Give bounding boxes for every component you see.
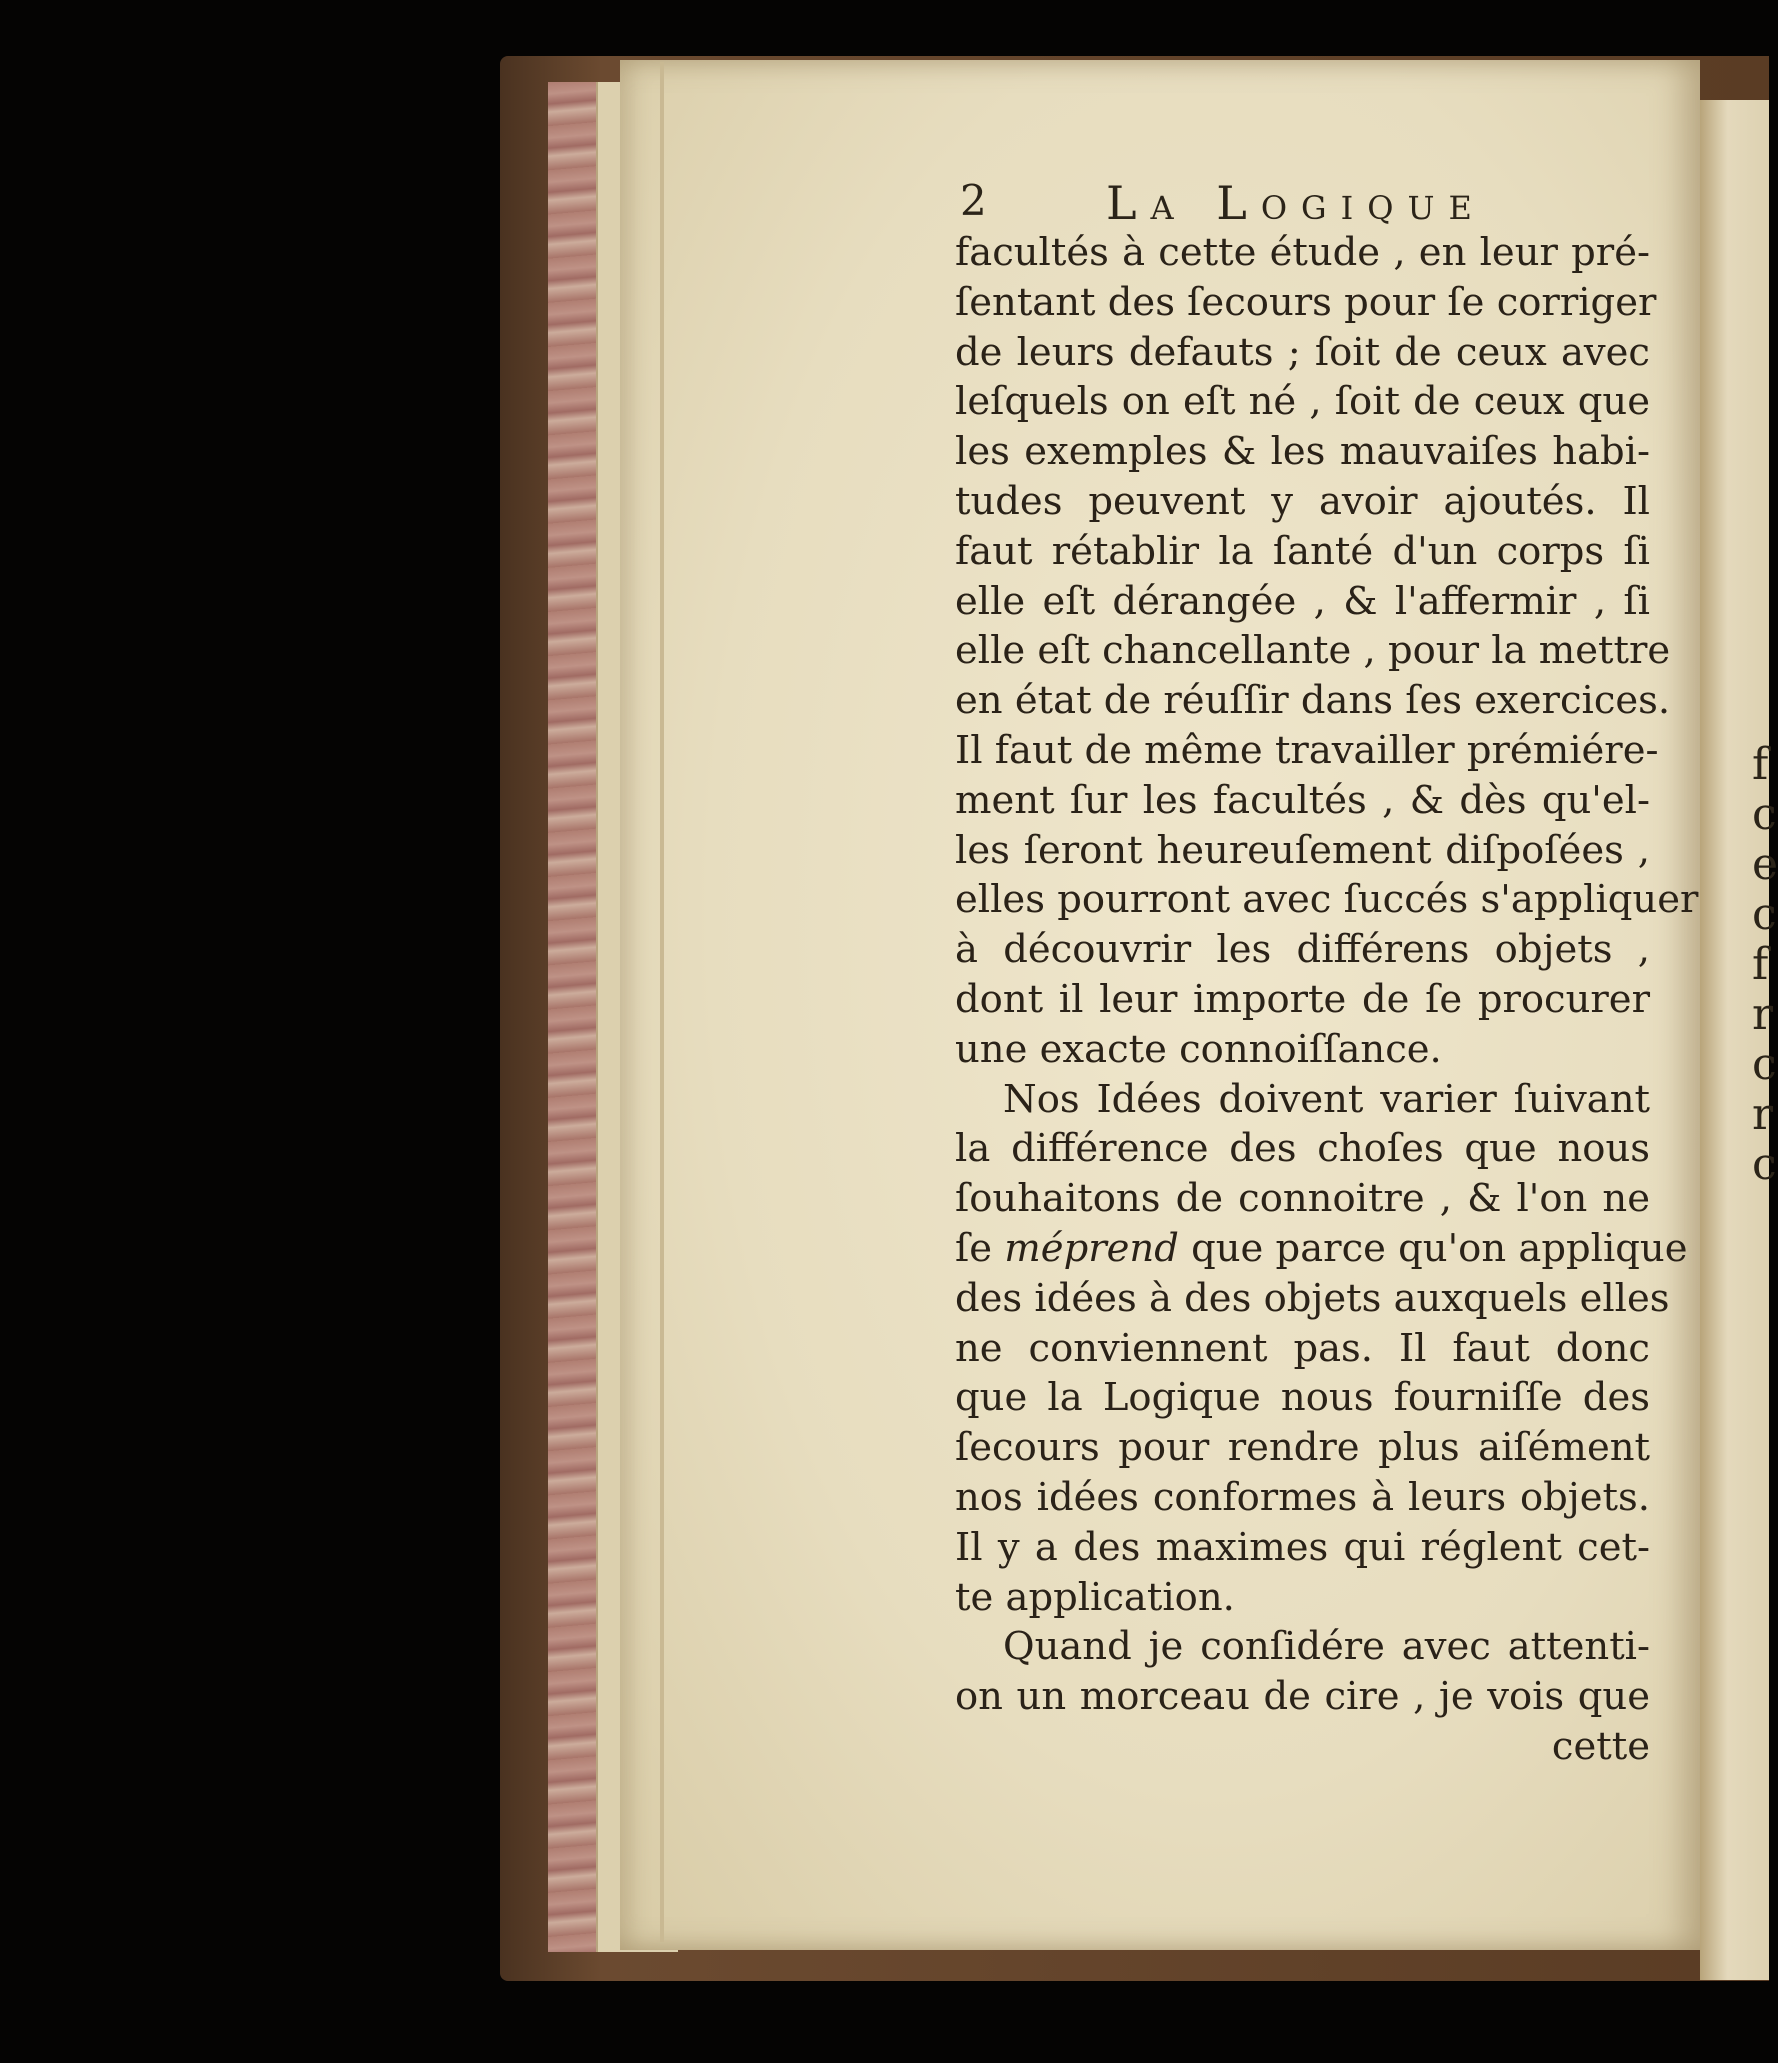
- text-line: facultés à cette étude , en leur pré-: [955, 230, 1650, 275]
- paragraph-start-line: Quand je conſidére avec attenti-: [1003, 1624, 1650, 1670]
- text-line: tudes peuvent y avoir ajoutés. Il: [955, 478, 1650, 524]
- text-fragment: que parce qu'on applique: [1178, 1225, 1688, 1271]
- marbled-page-edge: [548, 82, 598, 1952]
- running-head: La Logique: [1106, 176, 1486, 230]
- text-line: te application.: [955, 1574, 1235, 1620]
- text-line: Il faut de même travailler prémiére-: [955, 727, 1659, 773]
- text-line: les ſeront heureuſement diſpoſées ,: [955, 827, 1650, 873]
- text-line: des idées à des objets auxquels elles: [955, 1275, 1670, 1321]
- right-fragment: f: [1752, 939, 1769, 990]
- text-line: elles pourront avec ſuccés s'appliquer: [955, 877, 1699, 923]
- text-line: de leurs defauts ; ſoit de ceux avec: [955, 329, 1650, 375]
- text-line: ſentant des ſecours pour ſe corriger: [955, 279, 1657, 325]
- paragraph-start-line: Nos Idées doivent varier ſuivant: [1003, 1076, 1650, 1122]
- text-line: on un morceau de cire , je vois que: [955, 1674, 1650, 1720]
- page-header: [960, 176, 1520, 230]
- text-line: à découvrir les différens objets ,: [955, 927, 1650, 973]
- right-fragment: c: [1752, 789, 1777, 840]
- text-line: dont il leur importe de ſe procurer: [955, 976, 1650, 1022]
- text-line-with-italic: [955, 1224, 1688, 1274]
- right-fragment: f: [1752, 739, 1769, 790]
- text-line: la différence des choſes que nous: [955, 1126, 1650, 1172]
- right-page-text-fragments: [1752, 739, 1778, 1190]
- right-fragment: c: [1752, 1039, 1777, 1090]
- page-fold-line: [660, 62, 664, 1942]
- body-text: [955, 228, 1699, 1772]
- text-line: elle eſt chancellante , pour la mettre: [955, 628, 1671, 674]
- text-line: elle eſt dérangée , & l'affermir , ſi: [955, 578, 1650, 624]
- text-fragment: ſe: [955, 1225, 1005, 1271]
- right-fragment: c: [1752, 1139, 1777, 1190]
- text-line: en état de réuſſir dans ſes exercices.: [955, 678, 1671, 724]
- text-line: faut rétablir la ſanté d'un corps ſi: [955, 528, 1650, 574]
- right-fragment: e: [1752, 839, 1778, 890]
- text-line: nos idées conformes à leurs objets.: [955, 1474, 1650, 1520]
- page-number: 2: [960, 176, 989, 225]
- right-fragment: r: [1752, 989, 1774, 1040]
- catchword: cette: [1551, 1723, 1650, 1769]
- italic-word: méprend: [1004, 1225, 1179, 1271]
- text-line: Il y a des maximes qui réglent cet-: [955, 1524, 1650, 1570]
- text-line: les exemples & les mauvaiſes habi-: [955, 429, 1650, 475]
- text-line: ne conviennent pas. Il faut donc: [955, 1325, 1650, 1371]
- right-fragment: c: [1752, 889, 1777, 940]
- text-line: une exacte connoiſſance.: [955, 1026, 1442, 1072]
- text-line: ment ſur les facultés , & dès qu'el-: [955, 777, 1650, 823]
- text-line: ſecours pour rendre plus aiſément: [955, 1425, 1650, 1471]
- text-line: que la Logique nous fourniſſe des: [955, 1375, 1650, 1421]
- right-fragment: r: [1752, 1089, 1774, 1140]
- text-line: leſquels on eſt né , ſoit de ceux que: [955, 379, 1650, 425]
- text-line: ſouhaitons de connoitre , & l'on ne: [955, 1176, 1650, 1222]
